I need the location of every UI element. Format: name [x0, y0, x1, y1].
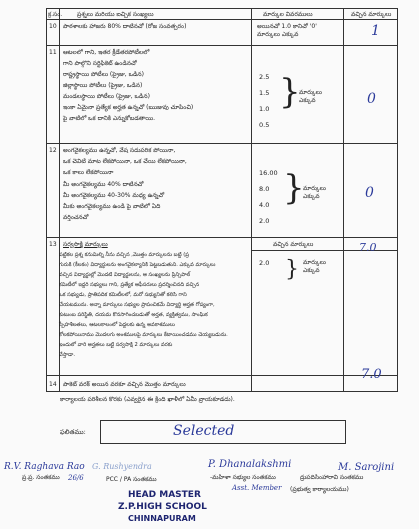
marks-obtained-value: 7.0: [361, 367, 382, 382]
signature: P. Dhanalakshmi: [208, 459, 292, 470]
question-line: మీ అంగవైకల్యము 40% దాటినచో: [63, 181, 144, 188]
signature-sub: (ప్రభుత్వ కార్యాలయము): [290, 486, 349, 493]
row-number: 11: [49, 49, 57, 56]
row-question: పాకెట్ వరక్ అయిన వరకూ వచ్చిన మొత్తం మార్కులు: [63, 381, 186, 388]
stamp-line: HEAD MASTER: [128, 490, 201, 500]
stamp-line: CHINNAPURAM: [128, 514, 196, 523]
row-question: పాఠశాలకు హాజరు 80% దాటినచో (రోజ సంవత్సరం): [63, 23, 187, 30]
question-line: వర్తించనచో: [63, 214, 89, 221]
row-divider: [47, 45, 397, 46]
question-line: చేయటమును. అన్నా మార్కులు సభ్యుల ప్రాపంచికమే విద్యార్థి అర్హత గోప్యంగా,: [59, 302, 215, 308]
question-line: పట్టికల ప్రశ్న కనుమిల్ని నీను వచ్చిన ,మొత్తం మార్కులను బట్టి (ప్ర: [59, 252, 189, 258]
remarks-box: [100, 420, 346, 444]
question-line: రాష్ట్రస్థాయి పోటీలు (ప్రైజు, ఒడిన): [63, 71, 144, 78]
row-detail: మార్కులు ఎక్కువ: [303, 185, 326, 200]
score-value: 16.00: [259, 169, 278, 177]
question-line: కమిటీలో ఇద్దరి సభ్యులు గాని, ప్రత్యేక ఆఫీసరులు ప్రదర్శించినది వచ్చిన: [59, 282, 200, 288]
header-sno: క్ర.సం.: [48, 11, 63, 18]
marks-obtained-value: 7.0: [359, 241, 377, 254]
question-line: ఒక చెవిటి మాట లేకపోయినా, ఒక చేయి లేకపోయినా,: [63, 158, 187, 165]
signature-date: 26/6: [68, 474, 84, 482]
signature: R.V. Raghava Rao: [4, 462, 85, 472]
question-line: స్పేహశీలతలు, ఆటలకాలంలో పెద్దలకు ఉన్న అవకాశములు: [59, 322, 175, 328]
signature-role: PCC / PA సంతకము: [106, 476, 157, 483]
question-line: ఇందులో వారి అర్హతలు బట్టి సర్వసాక్షి 2 మార్కులు వరకు: [59, 342, 173, 348]
score-value: 0.5: [259, 121, 270, 129]
signature-role: ప్ర.ప్ర. సంతకము: [22, 474, 60, 481]
score-value: 2.5: [259, 73, 270, 81]
question-line: జిల్లాస్థాయి పోటీలు (ప్రైజు, ఒడిన): [63, 82, 143, 89]
marks-table: [46, 8, 398, 392]
question-line: మీకు అంగవైకల్యము ఉండి పై వాటిలో ఏది: [63, 203, 161, 210]
question-line: ఇంకా ఏమైనా ప్రత్యేక అర్హత ఉన్నచో (ఋజువు చూపించి): [63, 104, 194, 111]
question-line: గురుకి (కీలకం) విద్యార్థులను అంగవైకల్యానికి పెట్టబడుతుని. ఎక్కువ మార్కులు: [59, 262, 216, 268]
row-number: 14: [49, 381, 57, 388]
col-divider: [343, 9, 344, 391]
signature-role: -మహిళా సభ్యుల సంతకము: [210, 474, 276, 481]
row-number: 13: [49, 241, 57, 248]
score-value: 2.0: [259, 259, 270, 267]
signature: G. Rushyendra: [92, 462, 152, 471]
row-divider: [47, 143, 397, 144]
question-line: వచ్చిన విద్యార్థుల్లో మొదటి విద్యార్థులను, ఆ సంఖ్యలను ప్రిన్సిపాల్: [59, 272, 191, 278]
score-value: 1.0: [259, 105, 270, 113]
score-value: 2.0: [259, 217, 270, 225]
marks-obtained-value: 1: [371, 23, 380, 39]
row-number: 12: [49, 147, 57, 154]
question-line: కుటుంబ పరిస్థితి, దయమ కొనసాగించబడుతో అర్హత, వ్యక్తిత్వము, సాంఘిక: [59, 312, 208, 318]
signature-role: ద్రుపదిసింహారావి సంతకము: [300, 474, 364, 481]
brace-icon: }: [283, 168, 305, 208]
question-line: ఒక కాలు లేకపోయినా: [63, 169, 114, 176]
header-questions: ప్రశ్నలు మరియు ఐచ్చిక సంఖ్యలు: [77, 11, 154, 18]
question-line: గాని పాల్గొని సర్టిఫికెట్ ఉండినచో: [63, 60, 137, 67]
header-marks-detail: మార్కుల వివరములు: [263, 11, 313, 18]
row-divider: [47, 19, 397, 20]
score-value: 1.5: [259, 89, 270, 97]
row-number: 10: [49, 23, 57, 30]
question-line: మీ అంగవైకల్యము 40-30% మధ్య ఉన్నచో: [63, 192, 165, 199]
question-line: అంగవైకల్యము ఉన్నచో, వేష సదుపరిక పోయినా,: [63, 147, 176, 154]
score-value: 8.0: [259, 185, 270, 193]
marks-obtained-value: 0: [367, 91, 376, 107]
score-value: 4.0: [259, 201, 270, 209]
signature-sub: Asst. Member: [232, 484, 282, 492]
header-marks-obtained: వచ్చిన మార్కులు: [351, 11, 392, 18]
office-use-note: కార్యాలయ పరిశీలన కొరకు (ఎవ్వరైన ఈ క్రింది ఖాళీలో ఏమీ వ్రాయకూడదు).: [60, 396, 235, 403]
brace-icon: }: [285, 257, 299, 282]
marks-obtained-value: 0: [365, 185, 374, 201]
remarks-label: ఫలితము:: [60, 428, 86, 436]
question-line: మండలస్థాయి పోటీలు (ప్రైజు, ఒడిన): [63, 93, 150, 100]
row-detail: మార్కులు ఎక్కువ: [303, 259, 326, 274]
question-line: కోలకపోయినాము మొదలగు అంశములపై మార్కులు కేటాయించడము చెయ్యబడును.: [59, 332, 228, 338]
question-line: పై వాటిలో ఒక దానికి ఎన్నుకోబడతాయి.: [63, 115, 156, 122]
question-line: ఆటలలో గాని, ఇతర క్రీడేతరపోటీలలో: [63, 49, 150, 56]
row-detail-header: వచ్చిన మార్కులు: [273, 241, 314, 248]
row-title: సర్వసాక్షి మార్కులు: [63, 241, 108, 248]
row-detail: అయినచో 1.0 కానిచో '0' మార్కులు ఎక్కువ: [257, 23, 317, 38]
question-line: ఒక సభ్యుడు, ప్రాతిపదిక కమిటీలలో, మరో సభ్యునితో కలిసి గాని: [59, 292, 187, 298]
question-line: వేస్తాడా.: [59, 352, 75, 358]
signature: M. Sarojini: [338, 462, 395, 473]
brace-icon: }: [279, 72, 301, 112]
stamp-line: Z.P.HIGH SCHOOL: [118, 502, 207, 512]
row-divider: [47, 375, 397, 376]
row-detail: మార్కులు ఎక్కువ: [299, 89, 322, 104]
row-divider: [47, 237, 397, 238]
col-divider: [251, 9, 252, 391]
remarks-value: Selected: [173, 423, 235, 439]
